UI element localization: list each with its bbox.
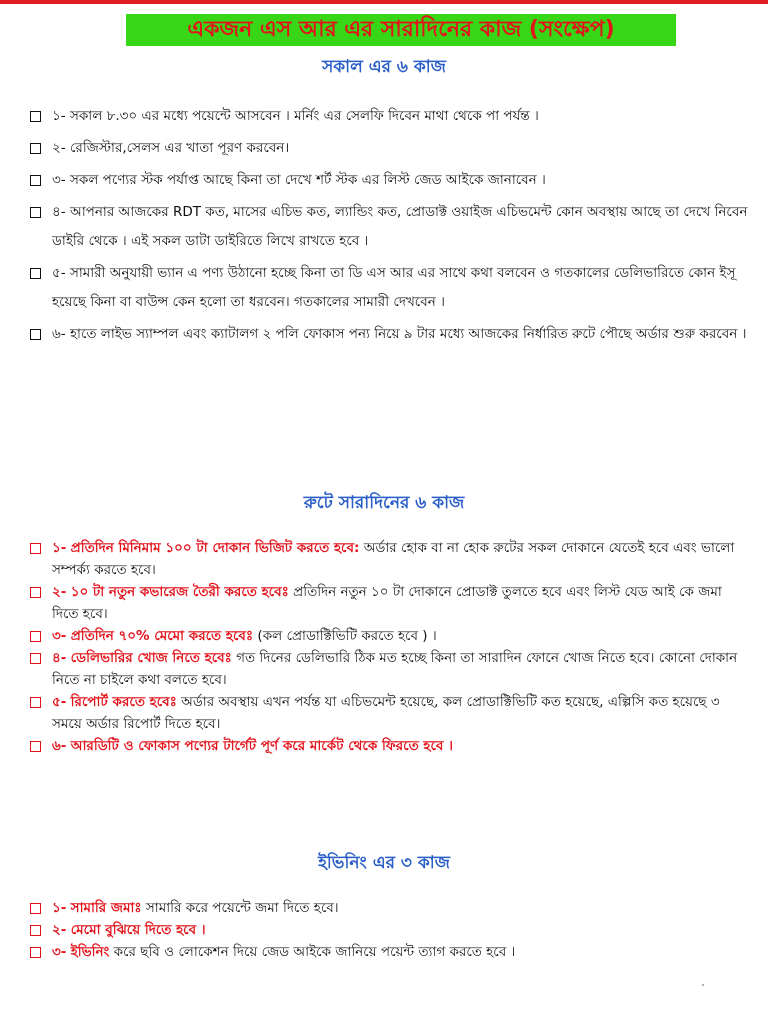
task-number: ৩-: [52, 628, 67, 644]
task-number: ৪-: [52, 204, 66, 220]
task-lead: ১০ টা নতুন কভারেজ তৈরী করতে হবেঃ: [70, 584, 289, 600]
task-text: সকল পণ্যের স্টক পর্যাপ্ত আছে কিনা তা দেখে শর্ট স্টক এর লিস্ট জেড আইকে জানাবেন ।: [69, 172, 546, 188]
evening-task-3: [30, 941, 750, 963]
route-task-2: [30, 581, 750, 625]
checkbox-icon: [30, 111, 41, 122]
task-text: অর্ডার অবস্থায় এখন পর্যন্ত যা এচিভমেন্ট হয়েছে, কল প্রোডাক্টিভিটি কত হয়েছে, এল্পিসি কত হয়েছে ৩ সময়ে অর্ডার রিপোর্ট দিতে হবে।: [52, 694, 720, 732]
morning-task-1: [30, 102, 750, 131]
route-task-4: [30, 647, 750, 691]
evening-task-1: [30, 897, 750, 919]
task-text: সামারী অনুযায়ী ভ্যান এ পণ্য উঠানো হচ্ছে কিনা তা ডি এস আর এর সাথে কথা বলবেন ও গতকালের ডেলিভারিতে কোন ইসূ হয়েছে কিনা বা বাউন্স কেন হলো তা ধরবেন। গতকালের সামারী দেখবেন ।: [52, 265, 736, 310]
task-number: ২-: [52, 140, 66, 156]
task-number: ১-: [52, 540, 67, 556]
morning-task-6: [30, 320, 750, 349]
task-number: ১-: [52, 108, 66, 124]
task-number: ১-: [52, 900, 67, 916]
checkbox-icon: [30, 175, 41, 186]
task-lead: আরডিটি ও ফোকাস পণ্যের টার্গেট পূর্ণ করে মার্কেট থেকে ফিরতে হবে ।: [70, 738, 453, 754]
task-text: প্রতিদিন নতুন ১০ টা দোকানে প্রোডাক্ট তুলতে হবে এবং লিস্ট যেড আই কে জমা দিতে হবে।: [52, 584, 722, 622]
route-heading: রুটে সারাদিনের ৬ কাজ: [303, 493, 465, 513]
checkbox-icon: [30, 207, 41, 218]
task-number: ৫-: [52, 694, 67, 710]
evening-task-list: [30, 897, 750, 963]
task-lead: মেমো বুঝিয়ে দিতে হবে ।: [70, 922, 206, 938]
task-lead: ডেলিভারির খোজ নিতে হবেঃ: [70, 650, 232, 666]
route-task-1: [30, 537, 750, 581]
task-lead: সামারি জমাঃ: [70, 900, 142, 916]
morning-heading: সকাল এর ৬ কাজ: [322, 57, 446, 77]
evening-heading: ইভিনিং এর ৩ কাজ: [318, 853, 450, 873]
checkbox-icon: [30, 587, 41, 598]
morning-task-5: [30, 259, 750, 317]
task-number: ৪-: [52, 650, 67, 666]
route-task-3: [30, 625, 750, 647]
task-text: করে ছবি ও লোকেশন দিয়ে জেড আইকে জানিয়ে পয়েন্ট ত্যাগ করতে হবে ।: [113, 944, 516, 960]
task-text: সকাল ৮.৩০ এর মধ্যে পয়েন্টে আসবেন । মর্নিং এর সেলফি দিবেন মাথা থেকে পা পর্যন্ত ।: [69, 108, 539, 124]
task-number: ২-: [52, 584, 67, 600]
checkbox-icon: [30, 329, 41, 340]
task-text: হাতে লাইভ স্যাম্পল এবং ক্যাটালগ ২ পলি ফোকাস পন্য নিয়ে ৯ টার মধ্যে আজকের নির্ধারিত রুটে পৌছে অর্ডার শুরু করবেন ।: [69, 326, 747, 342]
page-title: একজন এস আর এর সারাদিনের কাজ (সংক্ষেপ): [126, 14, 676, 46]
task-text: অর্ডার হোক বা না হোক রুটের সকল দোকানে যেতেই হবে এবং ভালো সম্পর্ক্য করতে হবে।: [52, 540, 735, 578]
morning-task-2: [30, 134, 750, 163]
task-lead: প্রতিদিন মিনিমাম ১০০ টা দোকান ভিজিট করতে হবে:: [70, 540, 360, 556]
morning-task-list: [30, 102, 750, 352]
route-task-6: [30, 735, 750, 757]
checkbox-icon: [30, 697, 41, 708]
task-text: (কল প্রোডাক্টিভিটি করতে হবে ) ।: [257, 628, 437, 644]
route-task-5: [30, 691, 750, 735]
task-lead: রিপোর্ট করতে হবেঃ: [70, 694, 177, 710]
corner-dot: [702, 984, 704, 986]
morning-task-4: [30, 198, 750, 256]
checkbox-icon: [30, 925, 41, 936]
task-number: ৩-: [52, 172, 66, 188]
checkbox-icon: [30, 903, 41, 914]
task-number: ৫-: [52, 265, 66, 281]
checkbox-icon: [30, 741, 41, 752]
route-task-list: [30, 537, 750, 757]
task-number: ৬-: [52, 738, 67, 754]
task-text: গত দিনের ডেলিভারি ঠিক মত হচ্ছে কিনা তা সারাদিন ফোনে খোজ নিতে হবে। কোনো দোকান নিতে না চাইলে কথা বলতে হবে।: [52, 650, 738, 688]
checkbox-icon: [30, 143, 41, 154]
checkbox-icon: [30, 631, 41, 642]
checkbox-icon: [30, 268, 41, 279]
top-red-rule: [0, 0, 768, 4]
task-lead: প্রতিদিন ৭০% মেমো করতে হবেঃ: [70, 628, 254, 644]
task-number: ২-: [52, 922, 67, 938]
task-text: আপনার আজকের RDT কত, মাসের এচিভ কত, ল্যান্ডিং কত, প্রোডাক্ট ওয়াইজ এচিভমেন্ট কোন অবস্থায় আছে তা দেখে নিবেন ডাইরি থেকে । এই সকল ডাটা ডাইরিতে লিখে রাখতে হবে ।: [52, 204, 748, 249]
task-lead: ইভিনিং: [70, 944, 110, 960]
checkbox-icon: [30, 653, 41, 664]
task-number: ৩-: [52, 944, 67, 960]
evening-task-2: [30, 919, 750, 941]
task-number: ৬-: [52, 326, 66, 342]
checkbox-icon: [30, 947, 41, 958]
task-text: সামারি করে পয়েন্টে জমা দিতে হবে।: [145, 900, 339, 916]
task-text: রেজিস্টার,সেলস এর খাতা পূরণ করবেন।: [69, 140, 290, 156]
checkbox-icon: [30, 543, 41, 554]
morning-task-3: [30, 166, 750, 195]
